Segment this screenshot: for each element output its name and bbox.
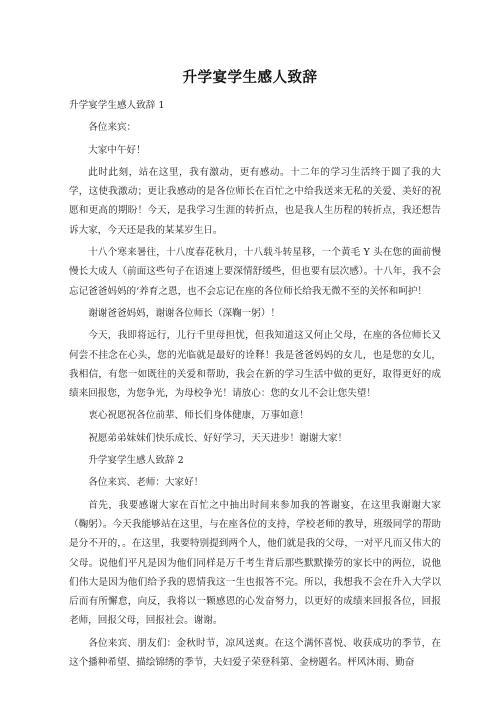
- paragraph: 谢谢爸爸妈妈，谢谢各位师长（深鞠一躬）！: [88, 307, 281, 319]
- document-body: [69, 96, 441, 675]
- document-title: 升学宴学生感人致辞: [182, 70, 318, 86]
- section-heading: 升学宴学生感人致辞 2: [88, 455, 184, 467]
- paragraph: 此时此刻，站在这里，我有激动，更有感动。十二年的学习生活终于圆了我的大学，这使我激动；更让我感动的是各位师长在百忙之中给我送来无私的关爱、美好的祝愿和更高的期盼！今天，是我学习生涯的转折点，也是我人生历程的转折点，我还想告诉大家，今天还是我的某某岁生日。: [69, 166, 441, 236]
- paragraph: 大家中午好！: [88, 144, 146, 156]
- paragraph: 今天，我即将远行，儿行千里母担忧，但我知道这又何止父母，在座的各位师长又何尝不挂念在心头，您的光临就是最好的诠释！我是爸爸妈妈的女儿，也是您的女儿，我相信，有您一如既往的关爱和帮助，我会在新的学习生活中做的更好，取得更好的成绩来回报您，为您争光，为母校争光！请放心：您的女儿不会让您失望！: [69, 330, 441, 400]
- paragraph: 首先，我要感谢大家在百忙之中抽出时间来参加我的答谢宴，在这里我谢谢大家（鞠躬）。今天我能够站在这里，与在座各位的支持，学校老师的教导，班级同学的帮助是分不开的，。在这里，我要特别提到两个人，他们就是我的父母，一对平凡而又伟大的父母。说他们平凡是因为他们同样是万千考生背后那些默默操劳的家长中的两位，说他们伟大是因为他们给予我的恩情我这一生也报答不完。所以，我想我不会在升入大学以后而有所懈怠，向反，我将以一颗感恩的心发奋努力，以更好的成绩来回报各位，回报老师，回报父母，回报社会。谢谢。: [69, 499, 441, 627]
- paragraph: 十八个寒来暑往，十八度春花秋月，十八载斗转星移，一个黄毛 Y 头在您的面前慢慢长大成人（前面这些句子在语速上要深情舒缓些，但也要有层次感）。十八年，我不会忘记爸爸妈妈的‘养育之恩，也不会忘记在座的各位师长给我无微不至的关怀和呵护！: [69, 247, 441, 297]
- paragraph: 衷心祝愿祝各位前辈、师长们身体健康，万事如意！: [88, 410, 309, 422]
- paragraph: 各位来宾：: [88, 122, 137, 134]
- paragraph: 各位来宾、朋友们：金秋时节，凉风送爽。在这个满怀喜悦、收获成功的季节，在这个播种希望、描绘锦绣的季节，夫妇爱子荣登科第、金榜题名。枰风沐雨、勤奋: [69, 637, 441, 669]
- paragraph: 祝愿弟弟妹妹们快乐成长、好好学习，天天进步！谢谢大家！: [88, 432, 348, 444]
- section-heading: 升学宴学生感人致辞 1: [69, 100, 165, 111]
- paragraph: 各位来宾、老师：大家好！: [88, 477, 204, 489]
